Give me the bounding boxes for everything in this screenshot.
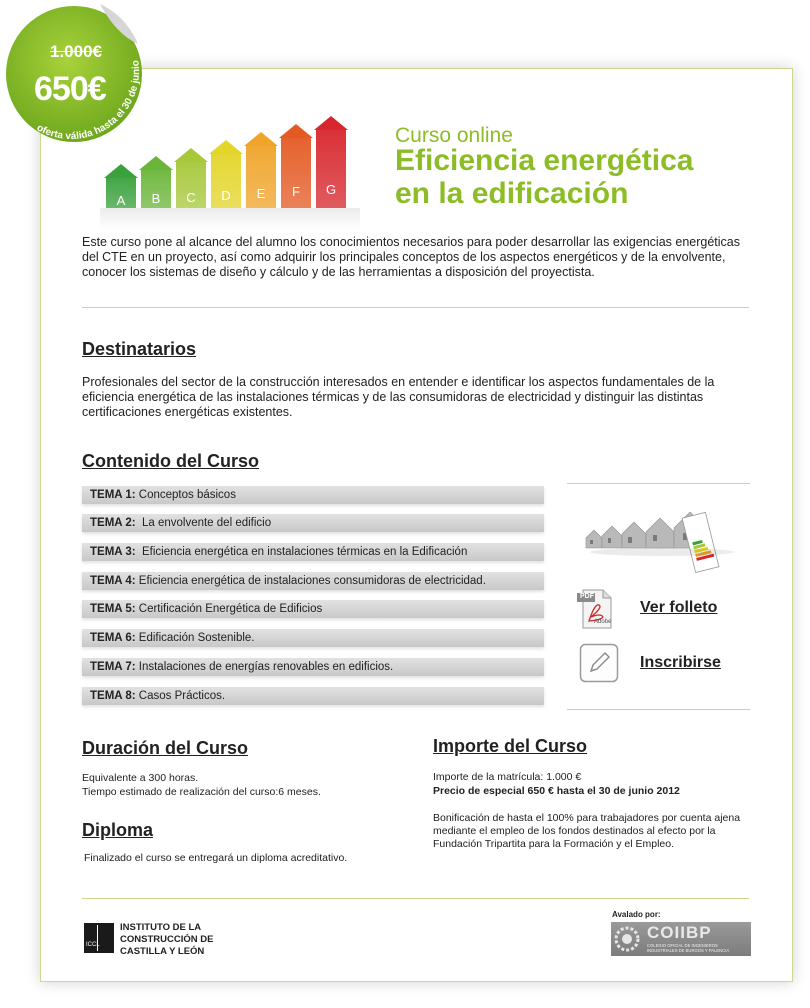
tema-item [82,687,544,705]
divider-top [82,307,749,308]
tema-item [82,543,544,561]
coiib-subtitle: COLEGIO OFICIAL DE INGENIEROS INDUSTRIALES DE BURGOS Y PALENCIA [647,943,730,953]
duracion-heading: Duración del Curso [82,738,249,758]
intro-text: Este curso pone al alcance del alumno los conocimientos necesarios para poder desarrollar las exigencias energéticas del CTE en un proyecto, así como adquirir los principales conceptos de los aspectos energéticos y de la envolvente, conocer los sistemas de diseño y cálculo y de las herramientas a disposición del proyectista. [82,235,741,279]
side-divider-bottom [567,709,750,710]
energy-rating-houses [100,118,360,238]
diploma-text: Finalizado el curso se entregará un diploma acreditativo. [84,852,348,864]
destinatarios-text: Profesionales del sector de la construcción interesados en entender e identificar los aspectos fundamentales de la eficiencia energética de las instalaciones térmicas y de las consumidoras de electricidad y distinguir las distintas certificaciones energéticas existentes. [82,375,715,419]
houses-label-graphic [582,500,742,580]
importe-line2: Precio de especial 650 € hasta el 30 de junio 2012 [433,785,680,797]
duracion-line2: Tiempo estimado de realización del curso:6 meses. [82,786,321,798]
side-divider-top [567,483,750,484]
tema-item [82,658,544,676]
energy-house-b [141,156,171,208]
tema-item [82,629,544,647]
tema-title: Instalaciones de energías renovables en edificios. [135,661,394,673]
contenido-heading: Contenido del Curso [82,451,259,471]
institute-name-line1: INSTITUTO DE LA [120,922,202,933]
energy-house-c [176,148,206,208]
pdf-icon[interactable] [577,589,615,629]
ver-folleto-link[interactable]: Ver folleto [640,599,718,616]
diploma-heading: Diploma [82,820,154,840]
tema-item [82,600,544,618]
coiib-mark: COIIBP [647,923,712,942]
importe-line1: Importe de la matrícula: 1.000 € [433,771,582,783]
houses-label-illustration [582,500,742,580]
tema-item [82,486,544,504]
energy-house-e [246,132,276,208]
importe-bonificacion: Bonificación de hasta el 100% para trabajadores por cuenta ajena mediante el empleo de los fondos destinados al efecto por la Fundación Tripartita para la Formación y el Empleo. [433,812,741,850]
tema-title: Conceptos básicos [135,489,236,501]
tema-item [82,514,544,532]
tema-title: Eficiencia energética de instalaciones consumidoras de electricidad. [135,575,486,587]
gear-icon [613,925,641,953]
old-price: 1.000€ [50,42,102,61]
tema-title: Eficiencia energética en instalaciones térmicas en la Edificación [135,546,468,558]
tema-title: Edificación Sostenible. [135,632,255,644]
tema-item [82,572,544,590]
tema-label: TEMA 6: [90,632,136,644]
tema-label: TEMA 2: [90,517,136,529]
coiib-logo [611,922,751,956]
new-price: 650€ [34,70,106,108]
course-kicker: Curso online [395,124,513,147]
tema-title: Certificación Energética de Edificios [135,603,323,615]
energy-label-f: F [281,138,311,208]
energy-label-c: C [176,162,206,208]
tema-label: TEMA 3: [90,546,136,558]
energy-label-e: E [246,146,276,208]
energy-label-d: D [211,154,241,208]
energy-label-a: A [106,178,136,208]
tema-label: TEMA 7: [90,661,136,673]
tema-label: TEMA 8: [90,690,136,702]
pdf-icon-brand: Adobe [594,619,612,625]
duracion-line1: Equivalente a 300 horas. [82,772,199,784]
energy-label-b: B [141,170,171,208]
tema-label: TEMA 4: [90,575,136,587]
edit-pencil-icon[interactable] [579,643,619,683]
iccl-logo [84,923,114,953]
course-title-line1: Eficiencia energética [395,144,694,177]
badge-arc-text: oferta válida hasta el 30 de junio [34,59,143,143]
energy-house-a [106,164,136,208]
tema-title: La envolvente del edificio [135,517,272,529]
tema-label: TEMA 5: [90,603,136,615]
institute-name-line2: CONSTRUCCIÓN DE [120,934,214,945]
pdf-icon-label: PDF [580,593,594,600]
iccl-logo-mark: ICCL [86,942,100,948]
avalado-label: Avalado por: [612,910,661,919]
destinatarios-heading: Destinatarios [82,339,197,359]
tema-title: Casos Prácticos. [135,690,226,702]
institute-name-line3: CASTILLA Y LEÓN [120,946,205,957]
energy-house-g [316,116,346,208]
energy-house-d [211,140,241,208]
course-title-line2: en la edificación [395,177,629,210]
tema-label: TEMA 1: [90,489,136,501]
divider-bottom [82,898,749,899]
energy-label-g: G [316,130,346,208]
inscribirse-link[interactable]: Inscribirse [640,654,721,671]
importe-heading: Importe del Curso [433,736,588,756]
energy-house-f [281,124,311,208]
